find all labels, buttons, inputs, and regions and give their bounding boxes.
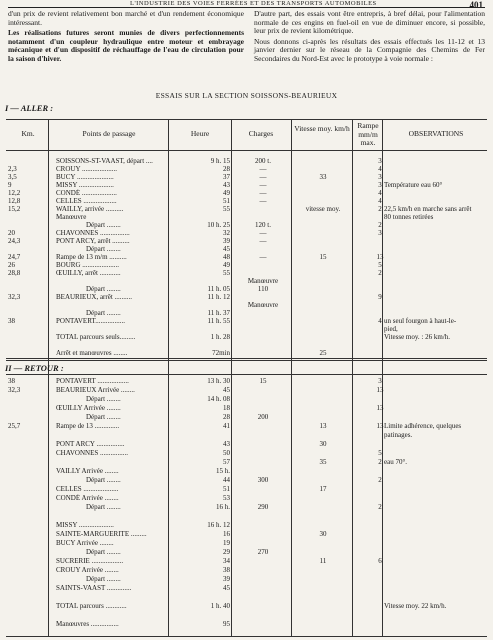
heure-cell: 18 [223, 404, 230, 412]
point-cell: Départ ........ [86, 309, 121, 317]
intro-left-column [8, 10, 244, 66]
heure-cell: 57 [223, 458, 230, 466]
table-row [0, 557, 493, 566]
charges-cell: — [259, 165, 267, 173]
heure-cell: 49 [223, 261, 230, 269]
heure-cell: 32 [223, 229, 230, 237]
table-top-rule [6, 119, 487, 120]
heure-cell: 38 [223, 566, 230, 574]
rampe-cell: 2 [378, 269, 382, 277]
running-title: L'INDUSTRIE DES VOIES FERRÉES ET DES TRANSPORTS AUTOMOBILES [130, 0, 377, 7]
col-header-observations: OBSERVATIONS [408, 129, 464, 138]
point-cell: Départ ........ [86, 245, 121, 253]
observations-cell: eau 70°. [384, 458, 408, 466]
heure-cell: 11 h. 55 [207, 317, 230, 325]
point-cell: SAINTE-MARGUERITE ......... [56, 530, 147, 538]
heure-cell: 28 [223, 413, 230, 421]
rampe-cell: 13 [376, 404, 384, 412]
point-cell: PONTAVERT .................. [56, 377, 129, 385]
observations-cell: Vitesse moy. : 26 km/h. [384, 333, 451, 341]
rampe-cell: 4 [378, 317, 382, 325]
point-cell: PONT ARCY ................ [56, 440, 125, 448]
col-header-charges: Charges [248, 129, 274, 138]
intro-left-paragraph-2: Les réalisations futures seront munies de divers perfectionnements notamment d'un coupleur hydraulique entre moteur et embrayage mécanique et d'un dispositif de réchauffage de l'eau de circulation pour la saison d'hiver. [8, 28, 244, 63]
table-row [0, 349, 493, 358]
heure-cell: 45 [223, 245, 230, 253]
table-row [0, 593, 493, 602]
rampe-cell: 4 [378, 189, 382, 197]
col-header-points: Points de passage [82, 129, 136, 138]
col-header-km: Km. [21, 129, 35, 138]
point-cell: SUCRERIE .................. [56, 557, 124, 565]
point-cell: SOISSONS-ST-VAAST, départ .... [56, 157, 153, 165]
vitesse-cell: 25 [319, 349, 327, 357]
heure-cell: 34 [223, 557, 230, 565]
rampe-cell: 2 [378, 476, 382, 484]
point-cell: Départ ........ [86, 548, 121, 556]
charges-cell: Manœuvre [247, 301, 279, 309]
rampe-cell: 3 [378, 173, 382, 181]
table-row [0, 431, 493, 440]
rampe-cell: 4 [378, 165, 382, 173]
rampe-cell: 4 [378, 197, 382, 205]
km-cell: 15,2 [8, 205, 21, 213]
intro-left-paragraph-1: d'un prix de revient relativement bon marché et d'un rendement économique intéressant. [8, 9, 244, 27]
col-header-heure: Heure [190, 129, 210, 138]
km-cell: 12,8 [8, 197, 21, 205]
heure-cell: 43 [223, 181, 230, 189]
table-row [0, 422, 493, 431]
heure-cell: 16 h. 12 [207, 521, 230, 529]
point-cell: PONTAVERT................. [56, 317, 125, 325]
rampe-cell: 13 [376, 422, 384, 430]
heure-cell: 51 [223, 485, 230, 493]
charges-cell: 290 [257, 503, 269, 511]
rampe-cell: 3 [378, 181, 382, 189]
heure-cell: 39 [223, 575, 230, 583]
observations-cell: Limite adhérence, quelques [384, 422, 462, 430]
km-cell: 38 [8, 317, 15, 325]
table-row [0, 620, 493, 629]
vitesse-cell: 13 [319, 422, 327, 430]
page-number: 401 [469, 0, 483, 10]
charges-cell: — [259, 253, 267, 261]
table-row [0, 494, 493, 503]
aller-bottom-rule-2 [6, 360, 487, 361]
heure-cell: 11 h. 05 [207, 285, 230, 293]
charges-cell: — [259, 189, 267, 197]
km-cell: 38 [8, 377, 15, 385]
heure-cell: 72min [212, 349, 230, 357]
km-cell: 32,3 [8, 386, 21, 394]
vitesse-cell: vitesse moy. [305, 205, 341, 213]
km-cell: 9 [8, 181, 12, 189]
observations-cell: Température eau 60° [384, 181, 443, 189]
page-header [0, 0, 493, 8]
heure-cell: 15 h. [216, 467, 230, 475]
table-row [0, 539, 493, 548]
rampe-cell: 2 [378, 221, 382, 229]
table-row [0, 512, 493, 521]
point-cell: BEAURIEUX Arrivée ........ [56, 386, 135, 394]
table-row [0, 440, 493, 449]
table-row [0, 575, 493, 584]
point-cell: TOTAL parcours ............ [56, 602, 127, 610]
point-cell: Départ ........ [86, 221, 121, 229]
point-cell: PONT ARCY, arrêt .......... [56, 237, 130, 245]
section-aller-heading: I — ALLER : [5, 103, 54, 113]
point-cell: SAINTS-VAAST .............. [56, 584, 132, 592]
charges-cell: 15 [259, 377, 267, 385]
heure-cell: 11 h. 12 [207, 293, 230, 301]
charges-cell: 300 [257, 476, 269, 484]
table-row [0, 458, 493, 467]
table-row [0, 377, 493, 386]
km-cell: 2,3 [8, 165, 17, 173]
charges-cell: 200 t. [255, 157, 271, 165]
table-row [0, 395, 493, 404]
point-cell: Départ ........ [86, 575, 121, 583]
vitesse-cell: 30 [319, 530, 327, 538]
observations-cell: 22,5 km/h en marche sans arrêt [384, 205, 472, 213]
heure-cell: 95 [223, 620, 230, 628]
table-row [0, 485, 493, 494]
table-row [0, 611, 493, 620]
heure-cell: 11 h. 37 [207, 309, 230, 317]
observations-cell: 80 tonnes retirées [384, 213, 434, 221]
heure-cell: 49 [223, 189, 230, 197]
table-bottom-rule [6, 636, 487, 637]
rampe-cell: 3 [378, 229, 382, 237]
point-cell: CONDÉ Arrivée ........ [56, 494, 119, 502]
point-cell: VAILLY Arrivée ........ [56, 467, 119, 475]
table-row [0, 584, 493, 593]
point-cell: WAILLY, arrivée .......... [56, 205, 124, 213]
intro-right-paragraph-2: Nous donnons ci-après les résultats des essais effectués les 11-12 et 13 janvier dernier sur le réseau de la Compagnie des Chemins de Fer Secondaires du Nord-Est avec le prototype à voie normale : [254, 36, 485, 63]
rampe-cell: 5 [378, 449, 382, 457]
vitesse-cell: 11 [319, 557, 327, 565]
point-cell: Rampe de 13 .............. [56, 422, 120, 430]
charges-cell: 120 t. [255, 221, 271, 229]
rampe-cell: 3 [378, 377, 382, 385]
point-cell: ŒUILLY, arrêt ............ [56, 269, 121, 277]
intro-right-column [254, 10, 485, 66]
heure-cell: 37 [223, 173, 230, 181]
table-row [0, 449, 493, 458]
vitesse-cell: 30 [319, 440, 327, 448]
vitesse-cell: 15 [319, 253, 327, 261]
charges-cell: 200 [257, 413, 269, 421]
point-cell: BEAURIEUX, arrêt .......... [56, 293, 133, 301]
km-cell: 24,3 [8, 237, 21, 245]
charges-cell: 270 [257, 548, 269, 556]
table-row [0, 521, 493, 530]
point-cell: MISSY .................... [56, 521, 114, 529]
table-row [0, 530, 493, 539]
point-cell: Arrêt et manœuvres ........ [56, 349, 128, 357]
heure-cell: 43 [223, 440, 230, 448]
header-rule [8, 7, 485, 8]
col-header-vitesse: Vitesse moy. km/h [294, 124, 350, 133]
aller-bottom-rule [6, 358, 487, 359]
charges-cell: — [259, 181, 267, 189]
heure-cell: 51 [223, 197, 230, 205]
section-retour-heading: II — RETOUR : [5, 363, 64, 373]
rampe-cell: 6 [378, 557, 382, 565]
table-row [0, 602, 493, 611]
observations-cell: patinages. [384, 431, 413, 439]
point-cell: CELLES ................... [56, 197, 117, 205]
heure-cell: 14 h. 08 [207, 395, 230, 403]
point-cell: CHAVONNES ................ [56, 449, 129, 457]
heure-cell: 29 [223, 548, 230, 556]
charges-cell: — [259, 237, 267, 245]
col-header-rampe: Rampe mm/m max. [357, 121, 379, 147]
observations-cell: un seul fourgon à haut-le- [384, 317, 457, 325]
point-cell: BUCY ..................... [56, 173, 114, 181]
charges-cell: Manœuvre [247, 277, 279, 285]
heure-cell: 50 [223, 449, 230, 457]
point-cell: TOTAL parcours seuls......... [56, 333, 136, 341]
table-row [0, 413, 493, 422]
point-cell: Manœuvres ................ [56, 620, 119, 628]
retour-top-rule [6, 374, 487, 375]
km-cell: 3,5 [8, 173, 17, 181]
observations-cell: Vitesse moy. 22 km/h. [384, 602, 447, 610]
point-cell: CHAVONNES ................. [56, 229, 130, 237]
vitesse-cell: 35 [319, 458, 327, 466]
rampe-cell: 2 [378, 458, 382, 466]
vitesse-cell: 33 [319, 173, 327, 181]
heure-cell: 16 h. [216, 503, 230, 511]
km-cell: 26 [8, 261, 15, 269]
km-cell: 25,7 [8, 422, 21, 430]
table-row [0, 566, 493, 575]
km-cell: 24,7 [8, 253, 21, 261]
heure-cell: 41 [223, 422, 230, 430]
heure-cell: 13 h. 30 [207, 377, 230, 385]
heure-cell: 55 [223, 269, 230, 277]
heure-cell: 9 h. 15 [210, 157, 230, 165]
rampe-cell: 3 [378, 157, 382, 165]
observations-cell: pied, [384, 325, 398, 333]
point-cell: BOURG ..................... [56, 261, 120, 269]
km-cell: 20 [8, 229, 15, 237]
table-row [0, 386, 493, 395]
table-row [0, 503, 493, 512]
table-row [0, 476, 493, 485]
point-cell: Départ ........ [86, 476, 121, 484]
rampe-cell: 2 [378, 205, 382, 213]
heure-cell: 44 [223, 476, 230, 484]
heure-cell: 28 [223, 165, 230, 173]
heure-cell: 39 [223, 237, 230, 245]
point-cell: CELLES .................... [56, 485, 119, 493]
charges-cell: — [259, 173, 267, 181]
point-cell: Départ ........ [86, 395, 121, 403]
charges-cell: 110 [257, 285, 269, 293]
point-cell: Manœuvre [56, 213, 87, 221]
heure-cell: 1 h. 40 [210, 602, 230, 610]
table-title: ESSAIS SUR LA SECTION SOISSONS-BEAURIEUX [155, 91, 338, 100]
table-row [0, 548, 493, 557]
point-cell: CONDÉ .................... [56, 189, 117, 197]
charges-cell: — [259, 197, 267, 205]
point-cell: CROUY Arrivée ........ [56, 566, 119, 574]
point-cell: ŒUILLY Arrivée ........ [56, 404, 121, 412]
point-cell: Départ ........ [86, 503, 121, 511]
heure-cell: 55 [223, 205, 230, 213]
point-cell: BUCY Arrivée ........ [56, 539, 114, 547]
heure-cell: 19 [223, 539, 230, 547]
rampe-cell: 13 [376, 386, 384, 394]
heure-cell: 48 [223, 253, 230, 261]
km-cell: 28,8 [8, 269, 21, 277]
table-row [0, 467, 493, 476]
intro-right-paragraph-1: D'autre part, des essais vont être entrepris, à bref délai, pour l'alimentation normale de ces engins en fuel-oil en vue de diminuer encore, si possible, leur prix de revient kilométrique. [254, 9, 485, 36]
table-header-rule [6, 150, 487, 151]
point-cell: Rampe de 13 m/m .......... [56, 253, 127, 261]
km-cell: 32,3 [8, 293, 21, 301]
rampe-cell: 2 [378, 503, 382, 511]
heure-cell: 45 [223, 386, 230, 394]
km-cell: 12,2 [8, 189, 21, 197]
heure-cell: 10 h. 25 [207, 221, 230, 229]
charges-cell: — [259, 229, 267, 237]
rampe-cell: 5 [378, 261, 382, 269]
heure-cell: 1 h. 28 [210, 333, 230, 341]
point-cell: MISSY .................... [56, 181, 114, 189]
point-cell: CROUY .................... [56, 165, 117, 173]
heure-cell: 53 [223, 494, 230, 502]
point-cell: Départ ........ [86, 413, 121, 421]
vitesse-cell: 17 [319, 485, 327, 493]
heure-cell: 16 [223, 530, 230, 538]
point-cell: Départ ........ [86, 285, 121, 293]
heure-cell: 45 [223, 584, 230, 592]
rampe-cell: 9 [378, 293, 382, 301]
table-row [0, 404, 493, 413]
rampe-cell: 13 [376, 253, 384, 261]
